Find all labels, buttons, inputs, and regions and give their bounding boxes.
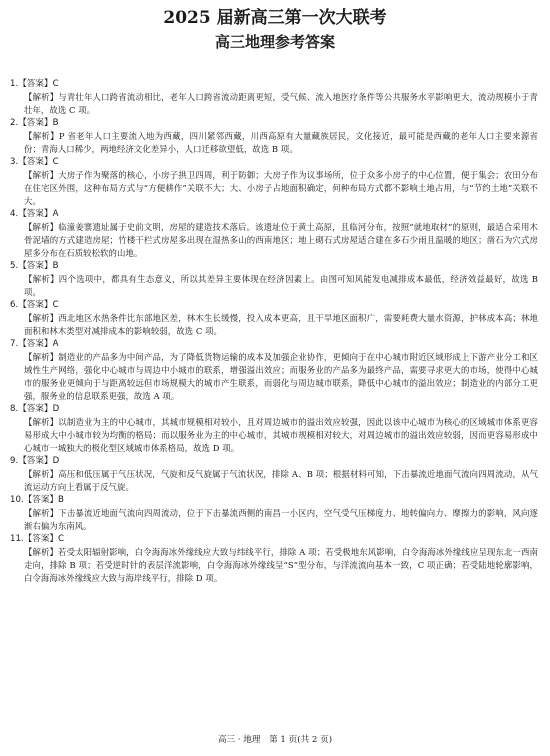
answer-item-7 (10, 338, 538, 403)
answer-item-9 (10, 455, 538, 494)
page-subtitle: 高三地理参考答案 (214, 33, 335, 51)
answer-item-11 (10, 533, 538, 585)
answer-item-8 (10, 403, 538, 455)
answer-item-1 (10, 78, 538, 117)
answer-label: 5.【答案】B (10, 261, 59, 271)
answer-explanation: 【解析】以制造业为主的中心城市，其城市规模相对较小，且对周边城市的溢出效应较强，因此以该中心城市为核心的区域城市体系更容易形成大中小城市较为均衡的格局；而以服务业为主的中心城市，其城市规模相对较大，对周边城市的溢出效应较弱，因而更容易形成中心城市一城独大的极化型区域城市体系格局，故选 D 项。 (24, 417, 538, 453)
answer-explanation: 【解析】临潼姜寨遗址属于史前文明，房屋的建造技术落后。该遗址位于黄土高原，且临河分布，按照“就地取材”的原则，最适合采用木骨泥墙的方式建造房屋；竹楼干栏式房屋多出现在湿热多山的西南地区；地上砌石式房屋适合建在多石少雨且温暖的地区；凿石为穴式房屋多分布在石质较松软的山地。 (24, 222, 538, 258)
answer-item-4 (10, 208, 538, 260)
answer-label: 10.【答案】B (10, 495, 64, 505)
answer-explanation: 【解析】与青壮年人口跨省流动相比，老年人口跨省流动距离更短，受气候、流入地医疗条件等公共服务水平影响更大，流动规模小于青壮年，故选 C 项。 (24, 92, 538, 115)
answer-label: 7.【答案】A (10, 339, 59, 349)
answer-explanation: 【解析】四个选项中，都具有生态意义，所以其差异主要体现在经济因素上。由图可知风能发电减排成本最低，经济效益最好，故选 B 项。 (24, 274, 538, 297)
answer-explanation: 【解析】下击暴流近地面气流向四周流动，位于下击暴流西侧的南昌一小区内，空气受气压梯度力、地转偏向力、摩擦力的影响，风向逐渐右偏为东南风。 (24, 508, 538, 531)
answer-explanation: 【解析】P 省老年人口主要流入地为西藏，四川紧邻西藏，川西高原有大量藏族居民，文化接近，最可能是西藏的老年人口主要来源省份；青海人口稀少，两地经济文化差异小，人口迁移欲望低，故选 B 项。 (24, 131, 538, 154)
answer-label: 3.【答案】C (10, 157, 59, 167)
answer-explanation: 【解析】若受太阳辐射影响，白令海海冰外缘线应大致与纬线平行，排除 A 项；若受极地东风影响，白令海海冰外缘线应呈现东北一西南走向，排除 B 项；若受逆时针的表层洋流影响，白令海海冰外缘线呈“S”型分布，与洋流流向基本一致，C 项正确；若受陆地轮廓影响，白令海海冰外缘线应大致与海岸线平行，排除 D 项。 (24, 547, 538, 583)
answer-label: 2.【答案】B (10, 118, 59, 128)
answer-label: 11.【答案】C (10, 534, 65, 544)
answer-list (10, 78, 538, 585)
answer-item-5 (10, 260, 538, 299)
answer-label: 9.【答案】D (10, 456, 60, 466)
answer-explanation: 【解析】高压和低压属于气压状况，气旋和反气旋属于气流状况，排除 A、B 项；根据材料可知，下击暴流近地面气流向四周流动，从气流运动方向上看属于反气旋。 (24, 469, 538, 492)
answer-label: 8.【答案】D (10, 404, 60, 414)
answer-item-6 (10, 299, 538, 338)
answer-label: 4.【答案】A (10, 209, 59, 219)
answer-item-10 (10, 494, 538, 533)
answer-label: 6.【答案】C (10, 300, 59, 310)
page-footer: 高三 · 地理 第 1 页(共 2 页) (217, 735, 333, 745)
answer-explanation: 【解析】西北地区水热条件比东部地区差，林木生长缓慢，投入成本更高，且干旱地区面积广，需要耗费大量水资源，护林成本高；林地面积和林木类型对减排成本的影响较弱，故选 C 项。 (24, 313, 538, 336)
answer-item-3 (10, 156, 538, 208)
page-title: 2025 届新高三第一次大联考 (163, 8, 387, 28)
answer-explanation: 【解析】制造业的产品多为中间产品，为了降低货物运输的成本及加强企业协作，更倾向于在中心城市附近区域形成上下游产业分工和区域性生产网络，强化中心城市与周边中小城市的联系，增强溢出效应；而服务业的产品多为最终产品，需要寻求更大的市场，使得中心城市的服务业更倾向于与距离较远但市场规模大的城市产生联系，而弱化与周边城市联系，降低中心城市的溢出效应；制造业的内部分工更强，服务业的信息联系更强，故选 A 项。 (24, 352, 538, 401)
answer-item-2 (10, 117, 538, 156)
answer-label: 1.【答案】C (10, 79, 59, 89)
answer-explanation: 【解析】大房子作为聚落的核心，小房子拱卫四周，利于防御；大房子作为议事场所，位于众多小房子的中心位置，便于集会；农田分布在住宅区外围，这种布局方式与“方便耕作”关联不大；大、小房子占地面积确定，何种布局方式都不影响土地占用，与“节约土地”关联不大。 (24, 170, 538, 206)
